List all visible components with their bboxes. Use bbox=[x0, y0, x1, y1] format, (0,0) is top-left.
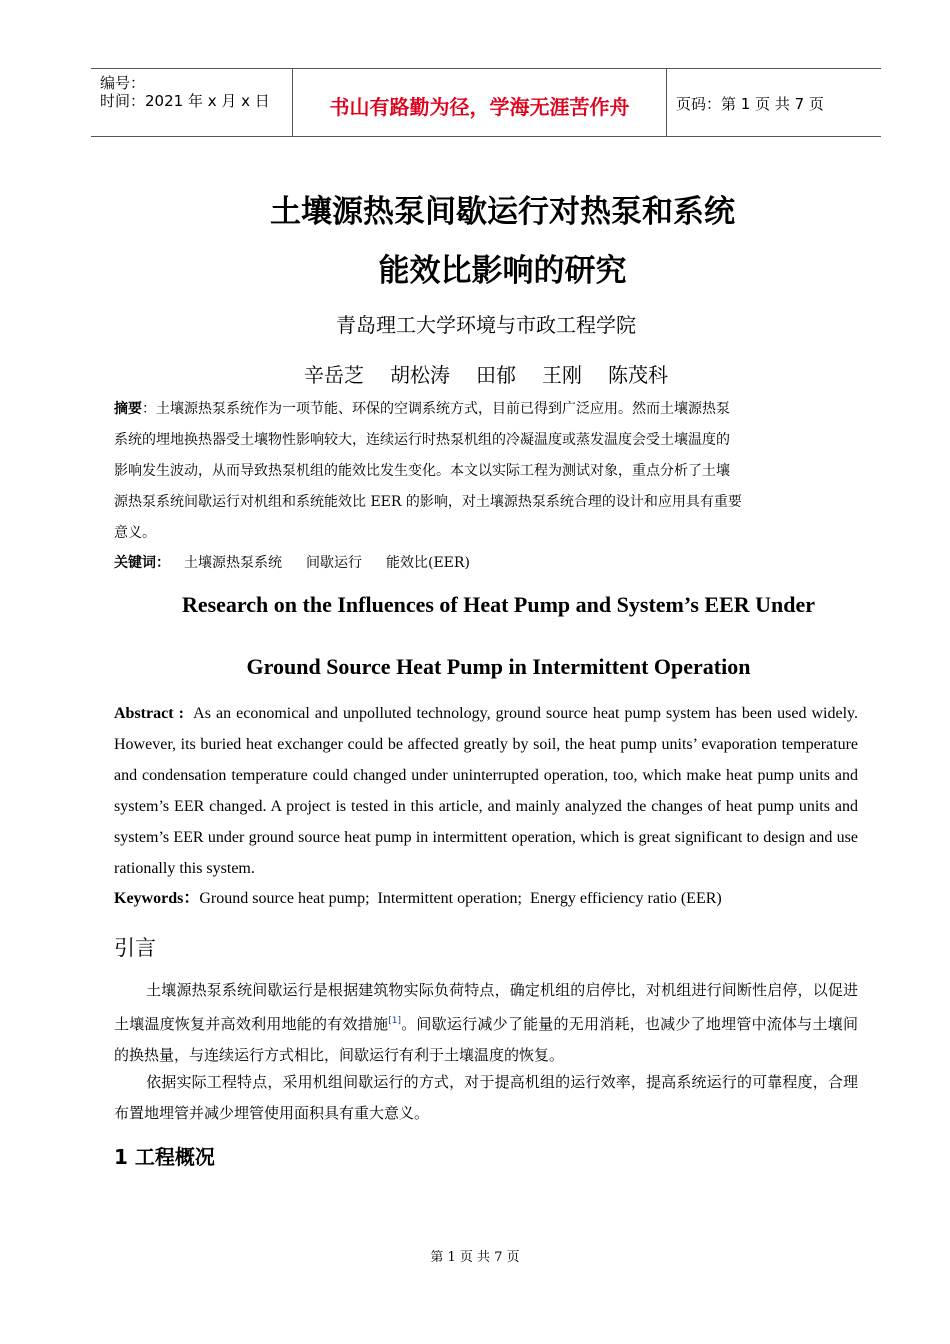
keyword: 能效比(EER) bbox=[386, 555, 470, 571]
intro-paragraph-1: 土壤源热泵系统间歇运行是根据建筑物实际负荷特点，确定机组的启停比，对机组进行间断性启停，以促进土壤温度恢复并高效利用地能的有效措施[1]。间歇运行减少了能量的无用消耗，也减少了地埋管中流体与土壤间的换热量，与连续运行方式相比，间歇运行有利于土壤温度的恢复。 bbox=[114, 981, 858, 1064]
abstract-cn bbox=[114, 394, 858, 549]
page-label: 页码：第 1 页 共 7 页 bbox=[676, 95, 824, 113]
abstract-en-text: As an economical and unpolluted technology, ground source heat pump system has been used widely. However, its buried heat exchanger could be affected greatly by soil, the heat pump units’ evaporation temperature and condensation temperature could changed under uninterrupted operation, too, which make heat pump units and system’s EER changed. A project is tested in this article, and mainly analyzed the changes of heat pump units and system’s EER under ground source heat pump in intermittent operation, which is great significant to design and use rationally this system. bbox=[114, 705, 858, 877]
keywords-cn-label: 关键词： bbox=[114, 555, 170, 571]
abstract-cn-line: 意义。 bbox=[114, 525, 156, 541]
number-label: 编号： bbox=[100, 74, 146, 92]
abstract-cn-line: 源热泵系统间歇运行对机组和系统能效比 EER 的影响，对土壤源热泵系统合理的设计和应用具有重要 bbox=[114, 494, 742, 510]
document-header bbox=[91, 68, 881, 137]
author: 胡松涛 bbox=[390, 363, 450, 387]
abstract-en bbox=[114, 698, 858, 884]
abstract-cn-line: 影响发生波动，从而导致热泵机组的能效比发生变化。本文以实际工程为测试对象，重点分析了土壤 bbox=[114, 463, 730, 479]
keywords-en bbox=[114, 883, 858, 914]
affiliation: 青岛理工大学环境与市政工程学院 bbox=[336, 313, 636, 337]
intro-heading: 引言 bbox=[114, 936, 156, 960]
authors bbox=[0, 359, 950, 388]
author: 陈茂科 bbox=[608, 363, 668, 387]
page-footer: 第 1 页 共 7 页 bbox=[430, 1250, 520, 1265]
keywords-en-label: Keywords： bbox=[114, 890, 200, 907]
abstract-cn-line: 系统的埋地换热器受土壤物性影响较大，连续运行时热泵机组的冷凝温度或蒸发温度会受土壤温度的 bbox=[114, 432, 730, 448]
motto: 书山有路勤为径，学海无涯苦作舟 bbox=[329, 95, 630, 119]
keyword: 间歇运行 bbox=[306, 555, 362, 571]
paper-title-line1: 土壤源热泵间歇运行对热泵和系统 bbox=[270, 194, 735, 230]
keyword: Intermittent operation; bbox=[377, 890, 522, 907]
header-motto-cell bbox=[292, 69, 667, 136]
abstract-cn-label: 摘要 bbox=[114, 401, 142, 417]
keywords-cn bbox=[114, 548, 858, 579]
keyword: Energy efficiency ratio (EER) bbox=[529, 890, 722, 907]
intro-paragraph-2: 依据实际工程特点，采用机组间歇运行的方式，对于提高机组的运行效率，提高系统运行的可靠程度，合理布置地埋管并减少埋管使用面积具有重大意义。 bbox=[114, 1073, 858, 1122]
time-label: 时间：2021 年 x 月 x 日 bbox=[100, 92, 270, 110]
author: 田郁 bbox=[476, 363, 516, 387]
paper-title-line2: 能效比影响的研究 bbox=[378, 253, 627, 289]
keyword: Ground source heat pump; bbox=[199, 890, 370, 907]
header-page-cell bbox=[666, 69, 881, 136]
abstract-en-label: Abstract : bbox=[114, 705, 184, 722]
author: 辛岳芝 bbox=[304, 363, 364, 387]
section-1-heading: 1 工程概况 bbox=[114, 1145, 215, 1169]
abstract-cn-line: 摘要：土壤源热泵系统作为一项节能、环保的空调系统方式，目前已得到广泛应用。然而土壤源热泵 bbox=[114, 401, 730, 417]
keyword: 土壤源热泵系统 bbox=[184, 555, 282, 571]
header-meta-cell bbox=[91, 69, 292, 136]
english-title-line2: Ground Source Heat Pump in Intermittent Operation bbox=[246, 654, 751, 679]
author: 王刚 bbox=[542, 363, 582, 387]
citation-ref[interactable]: [1] bbox=[388, 1016, 401, 1026]
english-title-line1: Research on the Influences of Heat Pump and System’s EER Under bbox=[181, 592, 816, 617]
